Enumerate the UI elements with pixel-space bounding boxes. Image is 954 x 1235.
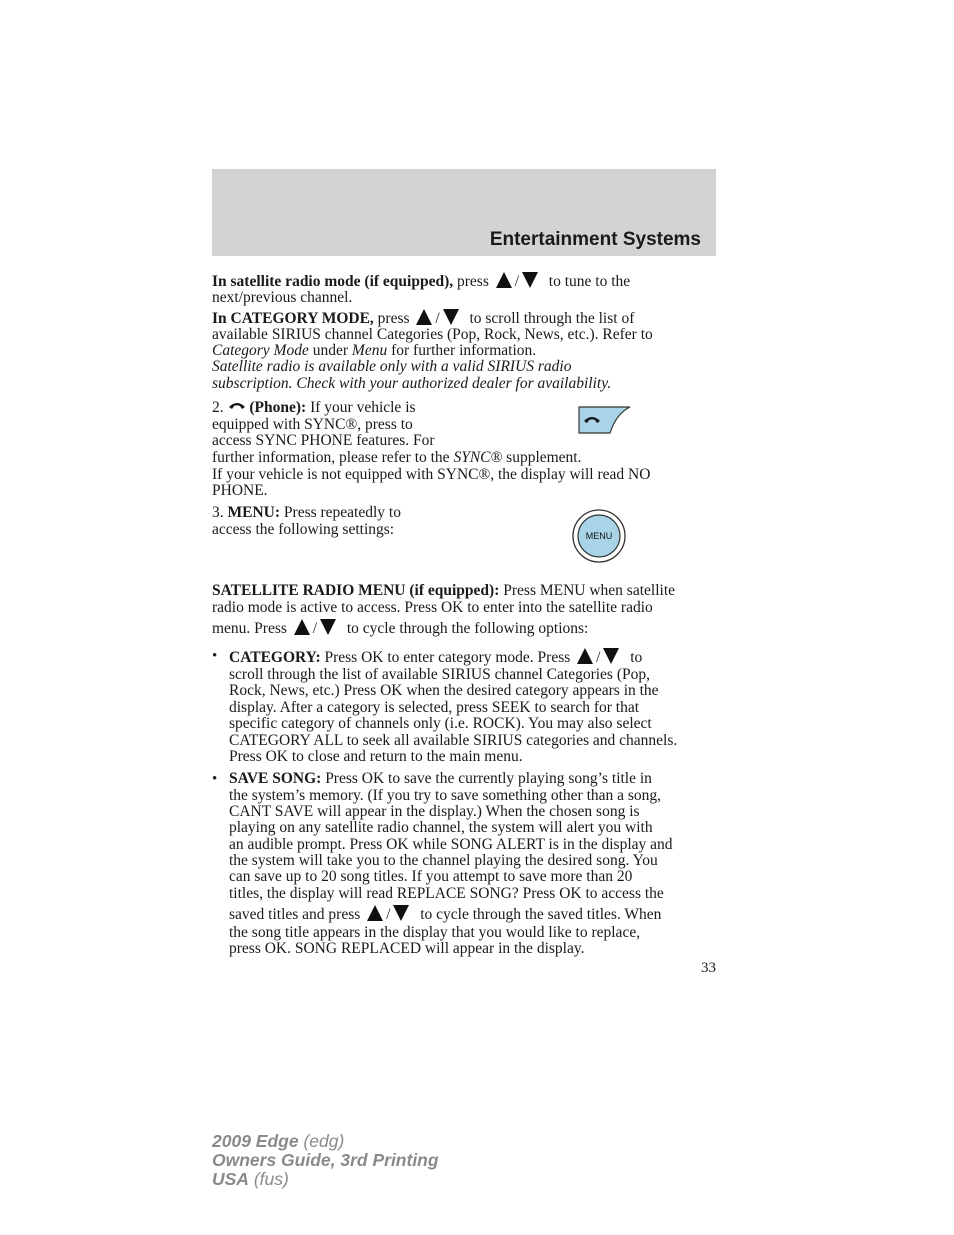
item-number: 2.	[212, 399, 224, 416]
slash: /	[435, 310, 440, 327]
menu-button-illustration	[571, 508, 627, 564]
save-bullet-line5: an audible prompt. Press OK while SONG ALERT is in the display and	[229, 836, 673, 853]
save-bullet-line8: titles, the display will read REPLACE SONG? Press OK to access the	[229, 885, 664, 902]
phone-item-line1	[212, 400, 416, 417]
category-bullet-line5: specific category of channels only (i.e. ROCK). You may also select	[229, 715, 652, 732]
save-bullet-line2: the system’s memory. (If you try to save something other than a song,	[229, 787, 662, 804]
sat-menu-line1-end: Press MENU when satellite	[503, 582, 676, 599]
save-line9-start: saved titles and press	[229, 906, 361, 923]
menu-line1-end: Press repeatedly to	[283, 504, 401, 521]
save-bullet-line9	[229, 905, 661, 924]
save-bullet-line7: can save up to 20 song titles. If you attempt to save more than 20	[229, 868, 633, 885]
category-mode-end: for further information.	[391, 342, 537, 359]
footer-region: USA	[212, 1169, 249, 1189]
category-mode-line2: available SIRIUS channel Categories (Pop, Rock, News, etc.). Refer to	[212, 326, 653, 343]
save-bullet-line1	[229, 771, 652, 788]
save-bullet-line6: the system will take you to the channel playing the desired song. You	[229, 852, 658, 869]
phone-item-line6: PHONE.	[212, 482, 268, 499]
sync-ref: SYNC®	[453, 449, 503, 466]
sat-menu-line3-end: to cycle through the following options:	[346, 620, 589, 637]
phone-line4-start: further information, please refer to the	[212, 449, 450, 466]
phone-item-line5: If your vehicle is not equipped with SYNC®, the display will read NO	[212, 466, 651, 483]
save-bullet-line4: playing on any satellite radio channel, the system will alert you with	[229, 819, 653, 836]
sat-menu-line3-start: menu. Press	[212, 620, 287, 637]
category-bullet-line3: Rock, News, etc.) Press OK when the desired category appears in the	[229, 682, 659, 699]
down-arrow-icon	[603, 648, 619, 664]
up-arrow-icon	[294, 619, 310, 635]
save-line1-end: Press OK to save the currently playing song’s title in	[325, 770, 652, 787]
category-line1-mid: Press OK to enter category mode. Press	[324, 649, 571, 666]
sat-mode-bold: In satellite radio mode (if equipped),	[212, 273, 454, 290]
bullet-marker: •	[212, 771, 218, 787]
menu-ref: Menu	[351, 342, 388, 359]
sat-note-line2	[212, 376, 611, 393]
sat-mode-press: press	[457, 273, 489, 290]
sat-mode-line2: next/previous channel.	[212, 289, 353, 306]
item-number: 3.	[212, 504, 224, 521]
footer-line3	[212, 1170, 439, 1189]
down-arrow-icon	[320, 619, 336, 635]
category-mode-under: under	[312, 342, 349, 359]
phone-line4-end: supplement.	[506, 449, 582, 466]
save-line9-end: to cycle through the saved titles. When	[420, 906, 662, 923]
menu-item-line2: access the following settings:	[212, 521, 395, 538]
save-bullet-line10: the song title appears in the display that you would like to replace,	[229, 924, 641, 941]
slash: /	[312, 620, 318, 637]
sat-menu-line2: radio mode is active to access. Press OK to enter into the satellite radio	[212, 599, 653, 616]
menu-button-label: MENU	[585, 531, 613, 541]
footer-line2	[212, 1151, 439, 1170]
sat-note-text2: subscription. Check with your authorized dealer for availability.	[212, 375, 612, 392]
down-arrow-icon	[443, 309, 459, 325]
document-footer	[212, 1132, 439, 1189]
category-mode-bold: In CATEGORY MODE,	[212, 310, 374, 327]
footer-line1	[212, 1132, 439, 1151]
sat-note-line1	[212, 359, 571, 376]
footer-region-code: (fus)	[253, 1169, 289, 1189]
footer-model: 2009 Edge	[212, 1131, 299, 1151]
up-arrow-icon	[416, 309, 432, 325]
sat-note-text1: Satellite radio is available only with a valid SIRIUS radio	[212, 358, 572, 375]
slash: /	[386, 906, 391, 923]
bullet-marker: •	[212, 648, 218, 664]
category-bullet-line4: display. After a category is selected, press SEEK to search for that	[229, 699, 640, 716]
phone-item-line4	[212, 450, 582, 467]
section-title: Entertainment Systems	[489, 229, 701, 250]
category-bold: CATEGORY:	[229, 649, 321, 666]
category-line1-end: to	[630, 649, 643, 666]
up-arrow-icon	[577, 648, 593, 664]
phone-line1-end: If your vehicle is	[310, 399, 416, 416]
footer-guide: Owners Guide, 3rd Printing	[212, 1150, 439, 1170]
footer-model-code: (edg)	[303, 1131, 345, 1151]
phone-item-line2: equipped with SYNC®, press to	[212, 416, 413, 433]
up-arrow-icon	[496, 272, 512, 288]
menu-item-line1	[212, 505, 401, 522]
page-number: 33	[701, 960, 716, 976]
category-bullet-line2: scroll through the list of available SIRIUS channel Categories (Pop,	[229, 666, 650, 683]
category-bullet-line1	[229, 648, 642, 667]
sat-menu-line3	[212, 619, 588, 638]
phone-item-line3: access SYNC PHONE features. For	[212, 432, 435, 449]
section-header-band	[212, 169, 716, 256]
slash: /	[596, 649, 601, 666]
sat-menu-line1	[212, 583, 675, 600]
phone-bold: (Phone):	[249, 399, 307, 416]
category-mode-after: to scroll through the list of	[469, 310, 635, 327]
category-mode-ref: Category Mode	[212, 342, 309, 359]
sat-mode-after: to tune to the	[548, 273, 631, 290]
down-arrow-icon	[393, 905, 409, 921]
category-mode-press: press	[377, 310, 410, 327]
category-bullet-line6: CATEGORY ALL to seek all available SIRIUS categories and channels.	[229, 732, 678, 749]
sat-mode-paragraph	[212, 272, 716, 291]
category-mode-paragraph	[212, 309, 716, 328]
save-bold: SAVE SONG:	[229, 770, 322, 787]
save-bullet-line3: CANT SAVE will appear in the display.) When the chosen song is	[229, 803, 640, 820]
phone-icon	[228, 401, 246, 411]
category-bullet-line7: Press OK to close and return to the main menu.	[229, 748, 523, 765]
up-arrow-icon	[367, 905, 383, 921]
menu-bold: MENU:	[227, 504, 281, 521]
save-bullet-line11: press OK. SONG REPLACED will appear in the display.	[229, 940, 585, 957]
sat-menu-bold: SATELLITE RADIO MENU (if equipped):	[212, 582, 500, 599]
down-arrow-icon	[522, 272, 538, 288]
phone-button-illustration	[576, 404, 634, 436]
slash: /	[514, 273, 520, 290]
